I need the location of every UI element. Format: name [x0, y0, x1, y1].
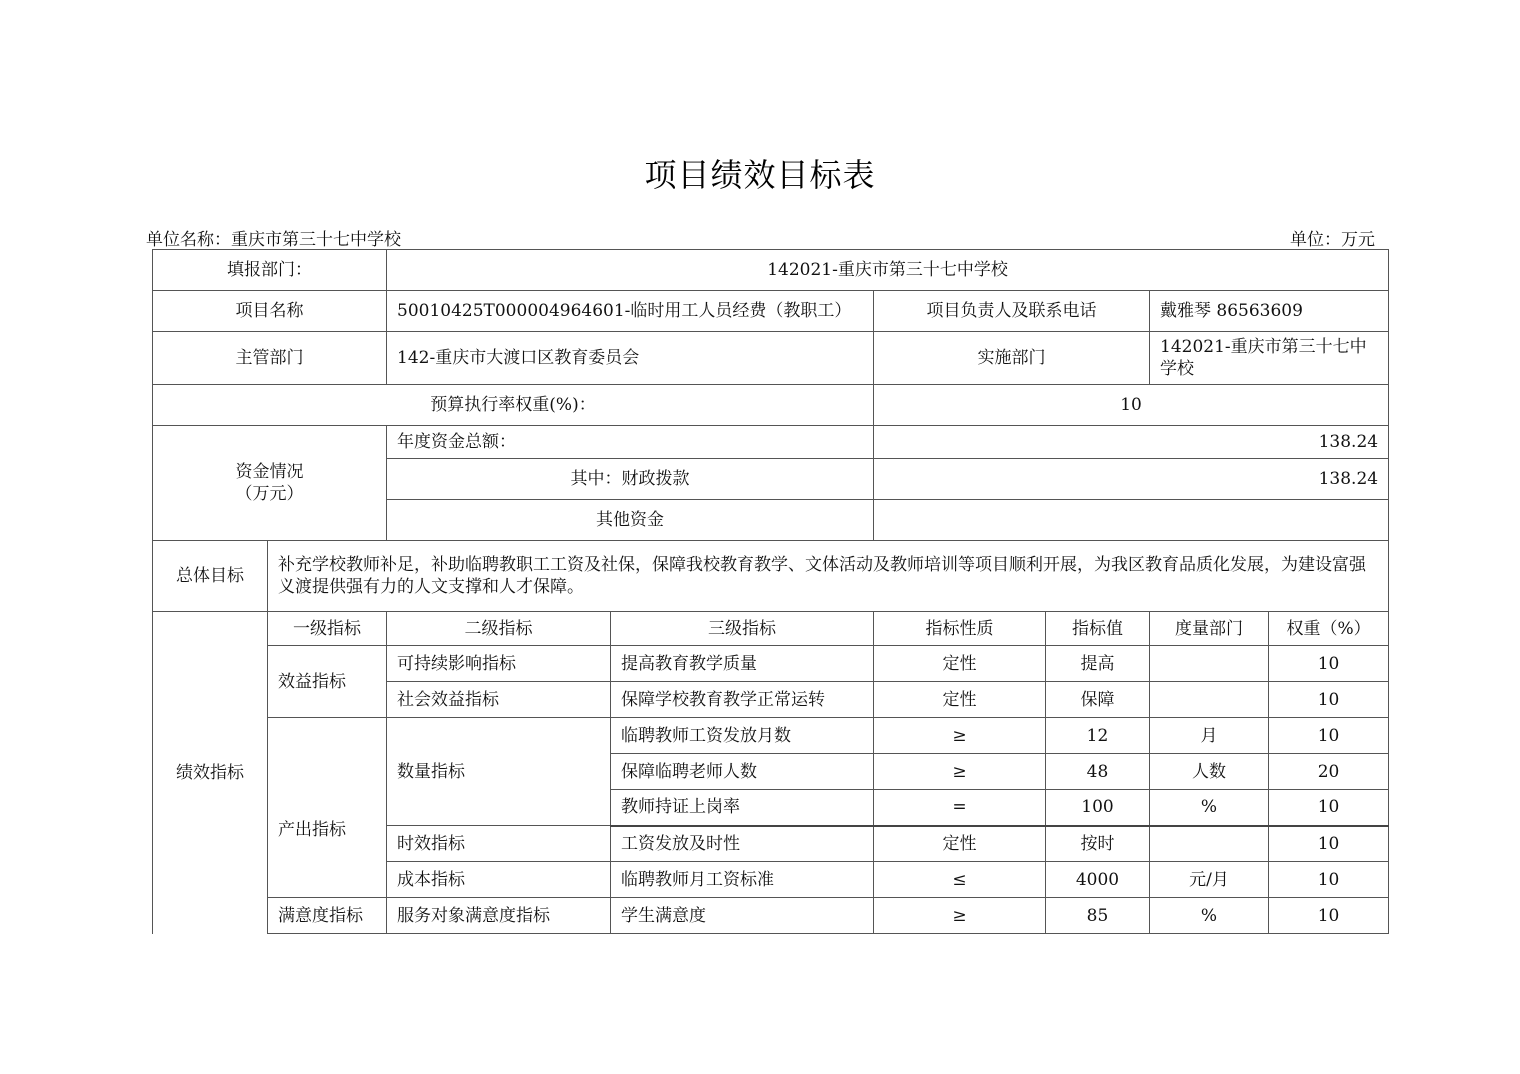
row-name: 学生满意度 [611, 898, 874, 934]
impl-dept-value: 142021-重庆市第三十七中学校 [1150, 332, 1389, 385]
level1-output-text: 产出指标 [278, 819, 346, 840]
row-value: 12 [1046, 718, 1150, 754]
level2-service: 服务对象满意度指标 [387, 898, 611, 934]
project-name-value: 50010425T000004964601-临时用工人员经费（教职工） [387, 291, 874, 332]
row-name: 工资发放及时性 [611, 826, 874, 862]
level2-time: 时效指标 [387, 826, 611, 862]
row-unit [1150, 826, 1269, 862]
page-title: 项目绩效目标表 [644, 156, 876, 194]
budget-weight-value: 10 [874, 385, 1389, 426]
row-value: 4000 [1046, 862, 1150, 898]
funds-total-label: 年度资金总额： [387, 426, 874, 459]
row-nature: 定性 [874, 682, 1046, 718]
level2-sustain: 可持续影响指标 [387, 646, 611, 682]
impl-dept-label: 实施部门 [874, 332, 1150, 385]
contact-label: 项目负责人及联系电话 [874, 291, 1150, 332]
funds-label-unit: （万元） [235, 484, 304, 504]
row-value: 100 [1046, 790, 1150, 826]
supervisor-label: 主管部门 [153, 332, 387, 385]
project-name-label: 项目名称 [153, 291, 387, 332]
indicators-label: 绩效指标 [153, 612, 268, 934]
row-name: 临聘教师月工资标准 [611, 862, 874, 898]
fill-dept-row [153, 250, 1389, 291]
row-name: 提高教育教学质量 [611, 646, 874, 682]
header-level3: 三级指标 [611, 612, 874, 646]
currency-unit: 单位：万元 [1290, 230, 1375, 250]
budget-weight-row [153, 385, 1389, 426]
row-unit: % [1150, 790, 1269, 826]
header-weight: 权重（%） [1269, 612, 1389, 646]
header-unit: 度量部门 [1150, 612, 1269, 646]
level2-social: 社会效益指标 [387, 682, 611, 718]
row-nature: 定性 [874, 646, 1046, 682]
row-nature: = [874, 790, 1046, 826]
funds-other-label: 其他资金 [387, 500, 874, 541]
row-nature: ≥ [874, 718, 1046, 754]
level1-satisfaction: 满意度指标 [268, 898, 387, 934]
row-value: 保障 [1046, 682, 1150, 718]
funds-total-row [153, 426, 1389, 459]
goal-row [153, 541, 1389, 612]
funds-total-value: 138.24 [874, 426, 1389, 459]
supervisor-value: 142-重庆市大渡口区教育委员会 [387, 332, 874, 385]
row-unit: 月 [1150, 718, 1269, 754]
row-unit [1150, 646, 1269, 682]
funds-label [153, 426, 387, 541]
row-nature: ≥ [874, 898, 1046, 934]
funds-fiscal-value: 138.24 [874, 459, 1389, 500]
fill-dept-value: 142021-重庆市第三十七中学校 [387, 250, 1389, 291]
table-row [153, 718, 1389, 754]
row-nature: ≥ [874, 754, 1046, 790]
funds-other-value [874, 500, 1389, 541]
row-value: 48 [1046, 754, 1150, 790]
row-name: 保障临聘老师人数 [611, 754, 874, 790]
unit-name: 单位名称：重庆市第三十七中学校 [146, 230, 401, 250]
funds-label-text: 资金情况 [235, 462, 304, 482]
table-row [153, 898, 1389, 934]
level2-quantity: 数量指标 [387, 718, 611, 826]
row-name: 临聘教师工资发放月数 [611, 718, 874, 754]
fill-dept-label: 填报部门： [153, 250, 387, 291]
row-value: 85 [1046, 898, 1150, 934]
row-weight: 10 [1269, 718, 1389, 754]
row-value: 按时 [1046, 826, 1150, 862]
row-unit: 元/月 [1150, 862, 1269, 898]
row-weight: 10 [1269, 898, 1389, 934]
goal-label: 总体目标 [153, 541, 268, 612]
row-weight: 20 [1269, 754, 1389, 790]
row-weight: 10 [1269, 646, 1389, 682]
goal-text: 补充学校教师补足，补助临聘教职工工资及社保，保障我校教育教学、文体活动及教师培训等项目顺利开展，为我区教育品质化发展，为建设富强义渡提供强有力的人文支撑和人才保障。 [268, 541, 1389, 612]
row-value: 提高 [1046, 646, 1150, 682]
row-weight: 10 [1269, 682, 1389, 718]
row-weight: 10 [1269, 862, 1389, 898]
row-name: 保障学校教育教学正常运转 [611, 682, 874, 718]
header-level2: 二级指标 [387, 612, 611, 646]
row-unit [1150, 682, 1269, 718]
budget-weight-label: 预算执行率权重(%)： [153, 385, 874, 426]
row-weight: 10 [1269, 790, 1389, 826]
row-weight: 10 [1269, 826, 1389, 862]
row-nature: ≤ [874, 862, 1046, 898]
row-name: 教师持证上岗率 [611, 790, 874, 826]
row-unit: 人数 [1150, 754, 1269, 790]
funds-fiscal-label: 其中：财政拨款 [387, 459, 874, 500]
indicator-header-row [153, 612, 1389, 646]
header-nature: 指标性质 [874, 612, 1046, 646]
table-row [153, 646, 1389, 682]
header-level1: 一级指标 [268, 612, 387, 646]
performance-table [152, 249, 1389, 934]
contact-value: 戴雅琴 86563609 [1150, 291, 1389, 332]
level2-cost: 成本指标 [387, 862, 611, 898]
row-unit: % [1150, 898, 1269, 934]
row-nature: 定性 [874, 826, 1046, 862]
project-name-row [153, 291, 1389, 332]
supervisor-row [153, 332, 1389, 385]
header-value: 指标值 [1046, 612, 1150, 646]
level1-output [268, 718, 387, 898]
level1-benefit: 效益指标 [268, 646, 387, 718]
